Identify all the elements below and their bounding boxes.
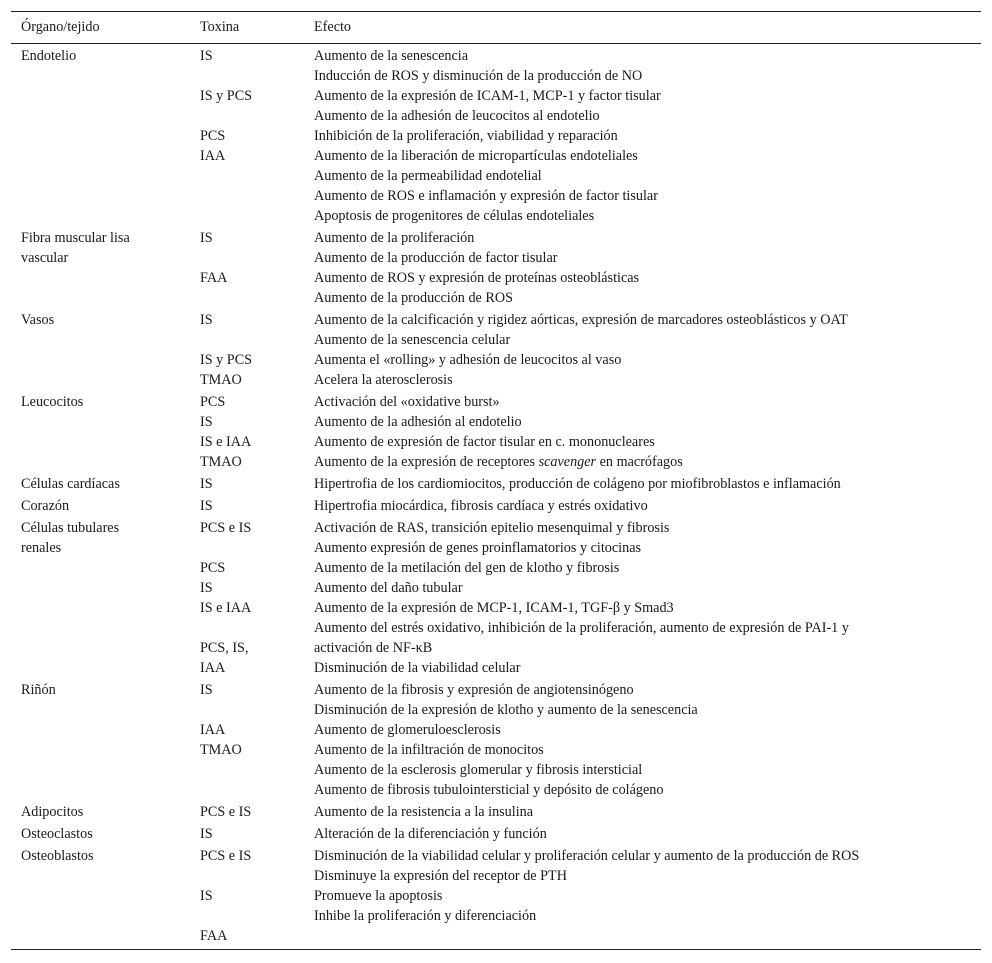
toxin-cell: IS	[200, 888, 213, 904]
toxin-cell: IS	[200, 230, 213, 246]
toxin-cell: FAA	[200, 270, 228, 286]
organ-cell: Osteoblastos	[21, 848, 94, 864]
toxin-cell	[200, 288, 314, 308]
table-row	[200, 886, 981, 906]
table-row	[200, 618, 981, 638]
header-toxin: Toxina	[200, 19, 240, 35]
toxin-cell	[200, 330, 314, 350]
table-row	[200, 330, 981, 350]
table-bottom-rule	[11, 949, 981, 950]
toxin-cell: TMAO	[200, 372, 242, 388]
effect-cell: Aumento de glomeruloesclerosis	[314, 722, 501, 738]
group-rows	[200, 310, 981, 390]
effect-cell: Aumento de la fibrosis y expresión de angiotensinógeno	[314, 682, 634, 698]
table-row	[200, 126, 981, 146]
effect-cell: Aumento de la metilación del gen de klotho y fibrosis	[314, 560, 620, 576]
group-rows	[200, 802, 981, 822]
group-rows	[200, 680, 981, 800]
table-row	[200, 700, 981, 720]
effect-cell: Activación de RAS, transición epitelio mesenquimal y fibrosis	[314, 520, 670, 536]
effect-cell: Alteración de la diferenciación y función	[314, 826, 547, 842]
effect-cell: Aumento de la expresión de ICAM-1, MCP-1 y factor tisular	[314, 88, 661, 104]
group-rows	[200, 824, 981, 844]
table-row	[200, 824, 981, 844]
organ-cell: Células cardíacas	[21, 476, 120, 492]
table-row	[200, 578, 981, 598]
table-row	[200, 86, 981, 106]
toxin-cell	[200, 906, 314, 926]
effect-cell: Inducción de ROS y disminución de la producción de NO	[314, 68, 643, 84]
toxin-cell	[200, 166, 314, 186]
effect-cell: Aumento de la permeabilidad endotelial	[314, 168, 542, 184]
toxin-cell: IS	[200, 682, 213, 698]
effect-cell: Disminución de la viabilidad celular y proliferación celular y aumento de la producción de ROS	[314, 848, 860, 864]
effect-cell: Inhibe la proliferación y diferenciación	[314, 908, 537, 924]
effect-cell: Aumento de la adhesión de leucocitos al endotelio	[314, 108, 600, 124]
table-row	[200, 866, 981, 886]
toxin-cell: IS e IAA	[200, 434, 252, 450]
toxin-cell: IS	[200, 414, 213, 430]
effect-cell: Aumento de la infiltración de monocitos	[314, 742, 544, 758]
toxin-cell: PCS, IS,	[200, 640, 249, 656]
toxin-cell: PCS	[200, 128, 226, 144]
effect-cell: Aumento de la esclerosis glomerular y fibrosis intersticial	[314, 762, 643, 778]
effect-cell: Aumento de fibrosis tubulointersticial y depósito de colágeno	[314, 782, 664, 798]
organ-cell: Leucocitos	[21, 394, 84, 410]
effect-cell: Aumenta el «rolling» y adhesión de leucocitos al vaso	[314, 352, 622, 368]
table-row	[200, 760, 981, 780]
toxin-cell	[200, 106, 314, 126]
table-row	[200, 496, 981, 516]
toxin-cell: IS	[200, 312, 213, 328]
toxin-cell	[200, 760, 314, 780]
toxin-cell	[200, 186, 314, 206]
table-header	[11, 12, 981, 43]
organ-cell: Fibra muscular lisa vascular	[21, 230, 130, 266]
table-row	[200, 452, 981, 472]
effect-cell: Aumento de la proliferación	[314, 230, 475, 246]
table-row	[200, 432, 981, 452]
table-row	[200, 558, 981, 578]
toxin-cell	[200, 206, 314, 226]
table-row	[200, 638, 981, 658]
toxin-cell: PCS e IS	[200, 804, 252, 820]
toxin-cell	[200, 66, 314, 86]
toxin-cell: IS e IAA	[200, 600, 252, 616]
effect-cell: Aumento del daño tubular	[314, 580, 463, 596]
organ-cell: Endotelio	[21, 48, 77, 64]
group-rows	[200, 474, 981, 494]
table-row	[200, 146, 981, 166]
effect-cell: Inhibición de la proliferación, viabilidad y reparación	[314, 128, 618, 144]
effect-cell: Aumento de la liberación de micropartículas endoteliales	[314, 148, 638, 164]
effect-cell: Hipertrofia de los cardiomiocitos, producción de colágeno por miofibroblastos e inflamación	[314, 476, 841, 492]
table-row	[200, 350, 981, 370]
effect-cell: Aumento de la expresión de receptores scavenger en macrófagos	[314, 454, 683, 470]
effect-cell: Activación del «oxidative burst»	[314, 394, 500, 410]
toxin-cell	[200, 538, 314, 558]
table-group	[11, 46, 981, 226]
effect-cell: Aumento expresión de genes proinflamatorios y citocinas	[314, 540, 642, 556]
toxin-cell: PCS	[200, 560, 226, 576]
organ-cell: Adipocitos	[21, 804, 84, 820]
table-row	[200, 518, 981, 538]
toxin-cell: IS	[200, 48, 213, 64]
table-group	[11, 680, 981, 800]
organ-cell: Células tubulares renales	[21, 520, 120, 556]
table-group	[11, 846, 981, 946]
table-row	[200, 46, 981, 66]
table-group	[11, 392, 981, 472]
effect-cell: Aumento de ROS y expresión de proteínas osteoblásticas	[314, 270, 640, 286]
toxin-cell: PCS e IS	[200, 848, 252, 864]
effect-cell: Aumento de ROS e inflamación y expresión de factor tisular	[314, 188, 658, 204]
toxin-cell	[200, 618, 314, 638]
table-body	[11, 44, 981, 946]
effect-cell: Aumento del estrés oxidativo, inhibición de la proliferación, aumento de expresión de PAI-1 y	[314, 620, 849, 636]
table-row	[200, 106, 981, 126]
effect-cell: Disminución de la viabilidad celular	[314, 660, 521, 676]
effect-cell: Aumento de la expresión de MCP-1, ICAM-1, TGF-β y Smad3	[314, 600, 674, 616]
toxin-cell: TMAO	[200, 742, 242, 758]
effect-cell: Aumento de la calcificación y rigidez aórticas, expresión de marcadores osteoblásticos y OAT	[314, 312, 848, 328]
effect-cell: Aumento de la senescencia	[314, 48, 469, 64]
toxin-cell: TMAO	[200, 454, 242, 470]
toxin-cell	[200, 780, 314, 800]
toxin-cell: IS y PCS	[200, 352, 253, 368]
table-row	[200, 658, 981, 678]
effect-cell: Apoptosis de progenitores de células endoteliales	[314, 208, 595, 224]
table-group	[11, 310, 981, 390]
table-row	[200, 720, 981, 740]
toxin-cell: IAA	[200, 722, 226, 738]
toxin-cell	[200, 866, 314, 886]
table-row	[200, 474, 981, 494]
table-row	[200, 268, 981, 288]
effect-cell: Aumento de la resistencia a la insulina	[314, 804, 534, 820]
table-row	[200, 392, 981, 412]
table-row	[200, 228, 981, 248]
toxin-cell: IAA	[200, 660, 226, 676]
table-row	[200, 780, 981, 800]
toxin-cell: FAA	[200, 928, 228, 944]
group-rows	[200, 228, 981, 308]
toxin-cell	[200, 700, 314, 720]
header-organ: Órgano/tejido	[21, 19, 100, 35]
group-rows	[200, 846, 981, 946]
table-row	[200, 288, 981, 308]
table-group	[11, 474, 981, 494]
table-row	[200, 598, 981, 618]
group-rows	[200, 496, 981, 516]
table-row	[200, 166, 981, 186]
table-row	[200, 740, 981, 760]
table-row	[200, 248, 981, 268]
effect-cell: Hipertrofia miocárdica, fibrosis cardíaca y estrés oxidativo	[314, 498, 648, 514]
toxin-cell: IS	[200, 476, 213, 492]
table-group	[11, 824, 981, 844]
effect-cell: Aumento de expresión de factor tisular en c. mononucleares	[314, 434, 655, 450]
effect-cell: Acelera la aterosclerosis	[314, 372, 453, 388]
toxin-cell: IAA	[200, 148, 226, 164]
table-row	[200, 846, 981, 866]
effect-cell: Promueve la apoptosis	[314, 888, 443, 904]
organ-cell: Osteoclastos	[21, 826, 93, 842]
table-group	[11, 496, 981, 516]
toxin-cell: IS y PCS	[200, 88, 253, 104]
table-row	[200, 310, 981, 330]
table-row	[200, 186, 981, 206]
effect-cell: Aumento de la producción de ROS	[314, 290, 513, 306]
organ-cell: Vasos	[21, 312, 55, 328]
toxin-cell: IS	[200, 580, 213, 596]
effect-cell: Aumento de la adhesión al endotelio	[314, 414, 522, 430]
header-effect: Efecto	[314, 19, 352, 35]
toxin-cell: PCS e IS	[200, 520, 252, 536]
effect-cell: Disminuye la expresión del receptor de PTH	[314, 868, 567, 884]
toxins-table	[11, 11, 981, 950]
toxin-cell: IS	[200, 498, 213, 514]
organ-cell: Corazón	[21, 498, 70, 514]
table-row	[200, 926, 981, 946]
table-row	[200, 66, 981, 86]
table-row	[200, 802, 981, 822]
table-row	[200, 370, 981, 390]
toxin-cell: PCS	[200, 394, 226, 410]
table-group	[11, 518, 981, 678]
effect-cell: Disminución de la expresión de klotho y aumento de la senescencia	[314, 702, 698, 718]
effect-cell	[314, 926, 981, 946]
table-group	[11, 228, 981, 308]
table-row	[200, 412, 981, 432]
toxin-cell: IS	[200, 826, 213, 842]
group-rows	[200, 392, 981, 472]
table-group	[11, 802, 981, 822]
table-row	[200, 206, 981, 226]
group-rows	[200, 518, 981, 678]
toxin-cell	[200, 248, 314, 268]
table-row	[200, 538, 981, 558]
group-rows	[200, 46, 981, 226]
effect-cell: Aumento de la producción de factor tisular	[314, 250, 558, 266]
table-row	[200, 906, 981, 926]
organ-cell: Riñón	[21, 682, 56, 698]
effect-cell: activación de NF-κB	[314, 640, 433, 656]
table-row	[200, 680, 981, 700]
effect-cell: Aumento de la senescencia celular	[314, 332, 511, 348]
